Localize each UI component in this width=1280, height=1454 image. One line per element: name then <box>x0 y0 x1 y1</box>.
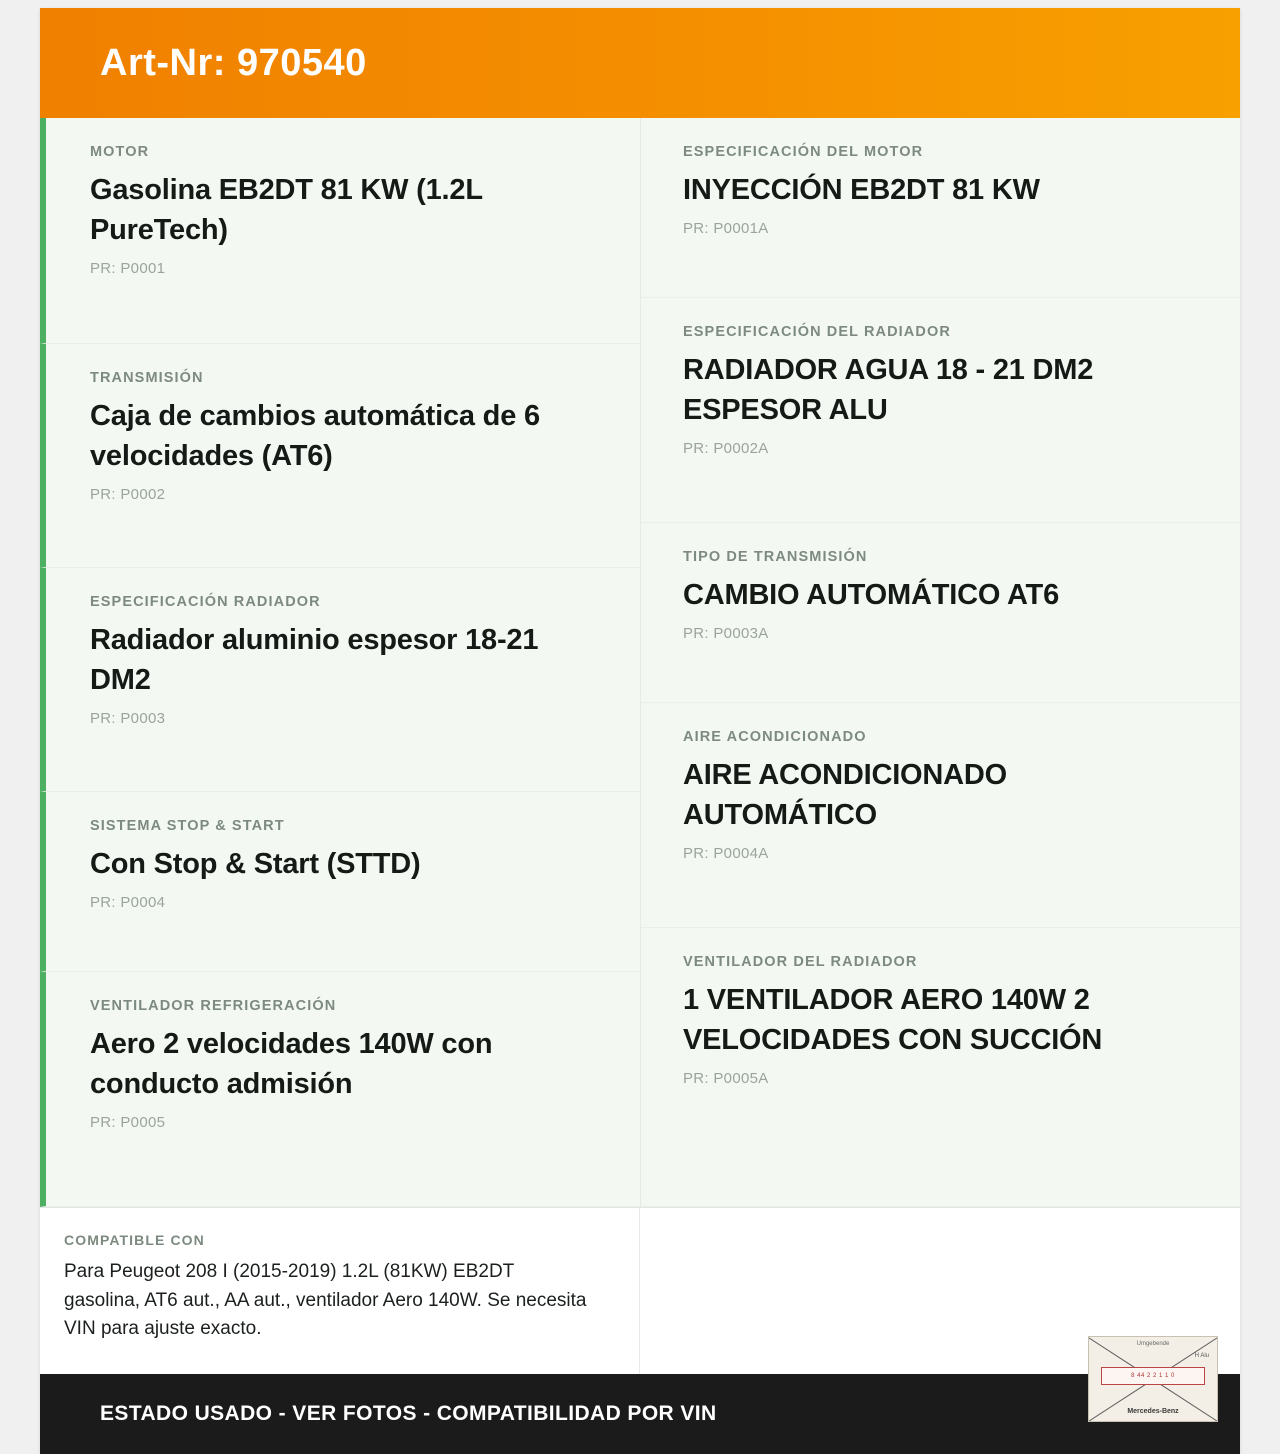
spec-label: TIPO DE TRANSMISIÓN <box>683 549 868 565</box>
stamp-brand-text: Mercedes-Benz <box>1127 1407 1179 1415</box>
spec-pr-code: PR: P0005 <box>90 1114 166 1132</box>
compatibility-text: Para Peugeot 208 I (2015-2019) 1.2L (81KW) EB2DT gasolina, AT6 aut., AA aut., ventilador Aero 140W. Se necesita VIN para ajuste exacto. <box>64 1261 587 1339</box>
spec-label: SISTEMA STOP & START <box>90 818 285 834</box>
compatibility-label: COMPATIBLE CON <box>64 1232 205 1248</box>
spec-value: AIRE ACONDICIONADO AUTOMÁTICO <box>683 759 1007 832</box>
footer-text: ESTADO USADO - VER FOTOS - COMPATIBILIDAD POR VIN <box>100 1401 717 1425</box>
spec-pr-code: PR: P0004A <box>683 845 769 863</box>
spec-item-motor <box>40 118 640 344</box>
compatibility-row <box>40 1207 1240 1374</box>
stamp-right-text: H Alu <box>1194 1352 1209 1359</box>
right-spec-column <box>640 118 1240 1207</box>
spec-item-transmision <box>40 344 640 568</box>
spec-label: VENTILADOR REFRIGERACIÓN <box>90 998 337 1014</box>
stamp-top-text: Umgebende <box>1136 1340 1170 1347</box>
stamp-code-text: 8 44 2 2 1 1 0 <box>1101 1367 1205 1385</box>
spec-value: INYECCIÓN EB2DT 81 KW <box>683 174 1040 206</box>
spec-label: ESPECIFICACIÓN DEL MOTOR <box>683 144 924 160</box>
spec-pr-code: PR: P0002 <box>90 486 166 504</box>
spec-item-especificacion-motor <box>641 118 1240 298</box>
spec-value: 1 VENTILADOR AERO 140W 2 VELOCIDADES CON SUCCIÓN <box>683 984 1103 1057</box>
spec-item-ventilador-del-radiador <box>641 928 1240 1207</box>
compatibility-block <box>40 1208 640 1374</box>
spec-pr-code: PR: P0001A <box>683 220 769 238</box>
spec-pr-code: PR: P0003 <box>90 710 166 728</box>
spec-item-ventilador-refrigeracion <box>40 972 640 1207</box>
footer-banner <box>40 1340 1240 1454</box>
spec-item-stop-start <box>40 792 640 972</box>
spec-value: Radiador aluminio espesor 18-21 DM2 <box>90 624 539 697</box>
spec-value: Caja de cambios automática de 6 velocidades (AT6) <box>90 400 540 473</box>
spec-pr-code: PR: P0005A <box>683 1070 769 1088</box>
spec-value: Con Stop & Start (STTD) <box>90 848 421 880</box>
spec-item-especificacion-del-radiador <box>641 298 1240 523</box>
left-spec-column <box>40 118 640 1207</box>
spec-pr-code: PR: P0003A <box>683 625 769 643</box>
spec-value: CAMBIO AUTOMÁTICO AT6 <box>683 579 1060 611</box>
spec-label: VENTILADOR DEL RADIADOR <box>683 954 918 970</box>
spec-pr-code: PR: P0002A <box>683 440 769 458</box>
spec-label: MOTOR <box>90 144 150 160</box>
spec-sheet <box>40 8 1240 1454</box>
spec-item-especificacion-radiador <box>40 568 640 792</box>
page-title: Art-Nr: 970540 <box>100 41 367 84</box>
spec-pr-code: PR: P0004 <box>90 894 166 912</box>
spec-pr-code: PR: P0001 <box>90 260 166 278</box>
spec-label: ESPECIFICACIÓN RADIADOR <box>90 594 321 610</box>
envelope-stamp-icon <box>1088 1336 1218 1422</box>
spec-value: RADIADOR AGUA 18 - 21 DM2 ESPESOR ALU <box>683 354 1094 427</box>
spec-label: ESPECIFICACIÓN DEL RADIADOR <box>683 324 951 340</box>
header-banner <box>40 8 1240 118</box>
spec-item-tipo-transmision <box>641 523 1240 703</box>
spec-value: Gasolina EB2DT 81 KW (1.2L PureTech) <box>90 174 483 247</box>
spec-label: TRANSMISIÓN <box>90 370 204 386</box>
spec-value: Aero 2 velocidades 140W con conducto admisión <box>90 1028 493 1101</box>
spec-columns <box>40 118 1240 1207</box>
spec-item-aire-acondicionado <box>641 703 1240 928</box>
spec-label: AIRE ACONDICIONADO <box>683 729 867 745</box>
